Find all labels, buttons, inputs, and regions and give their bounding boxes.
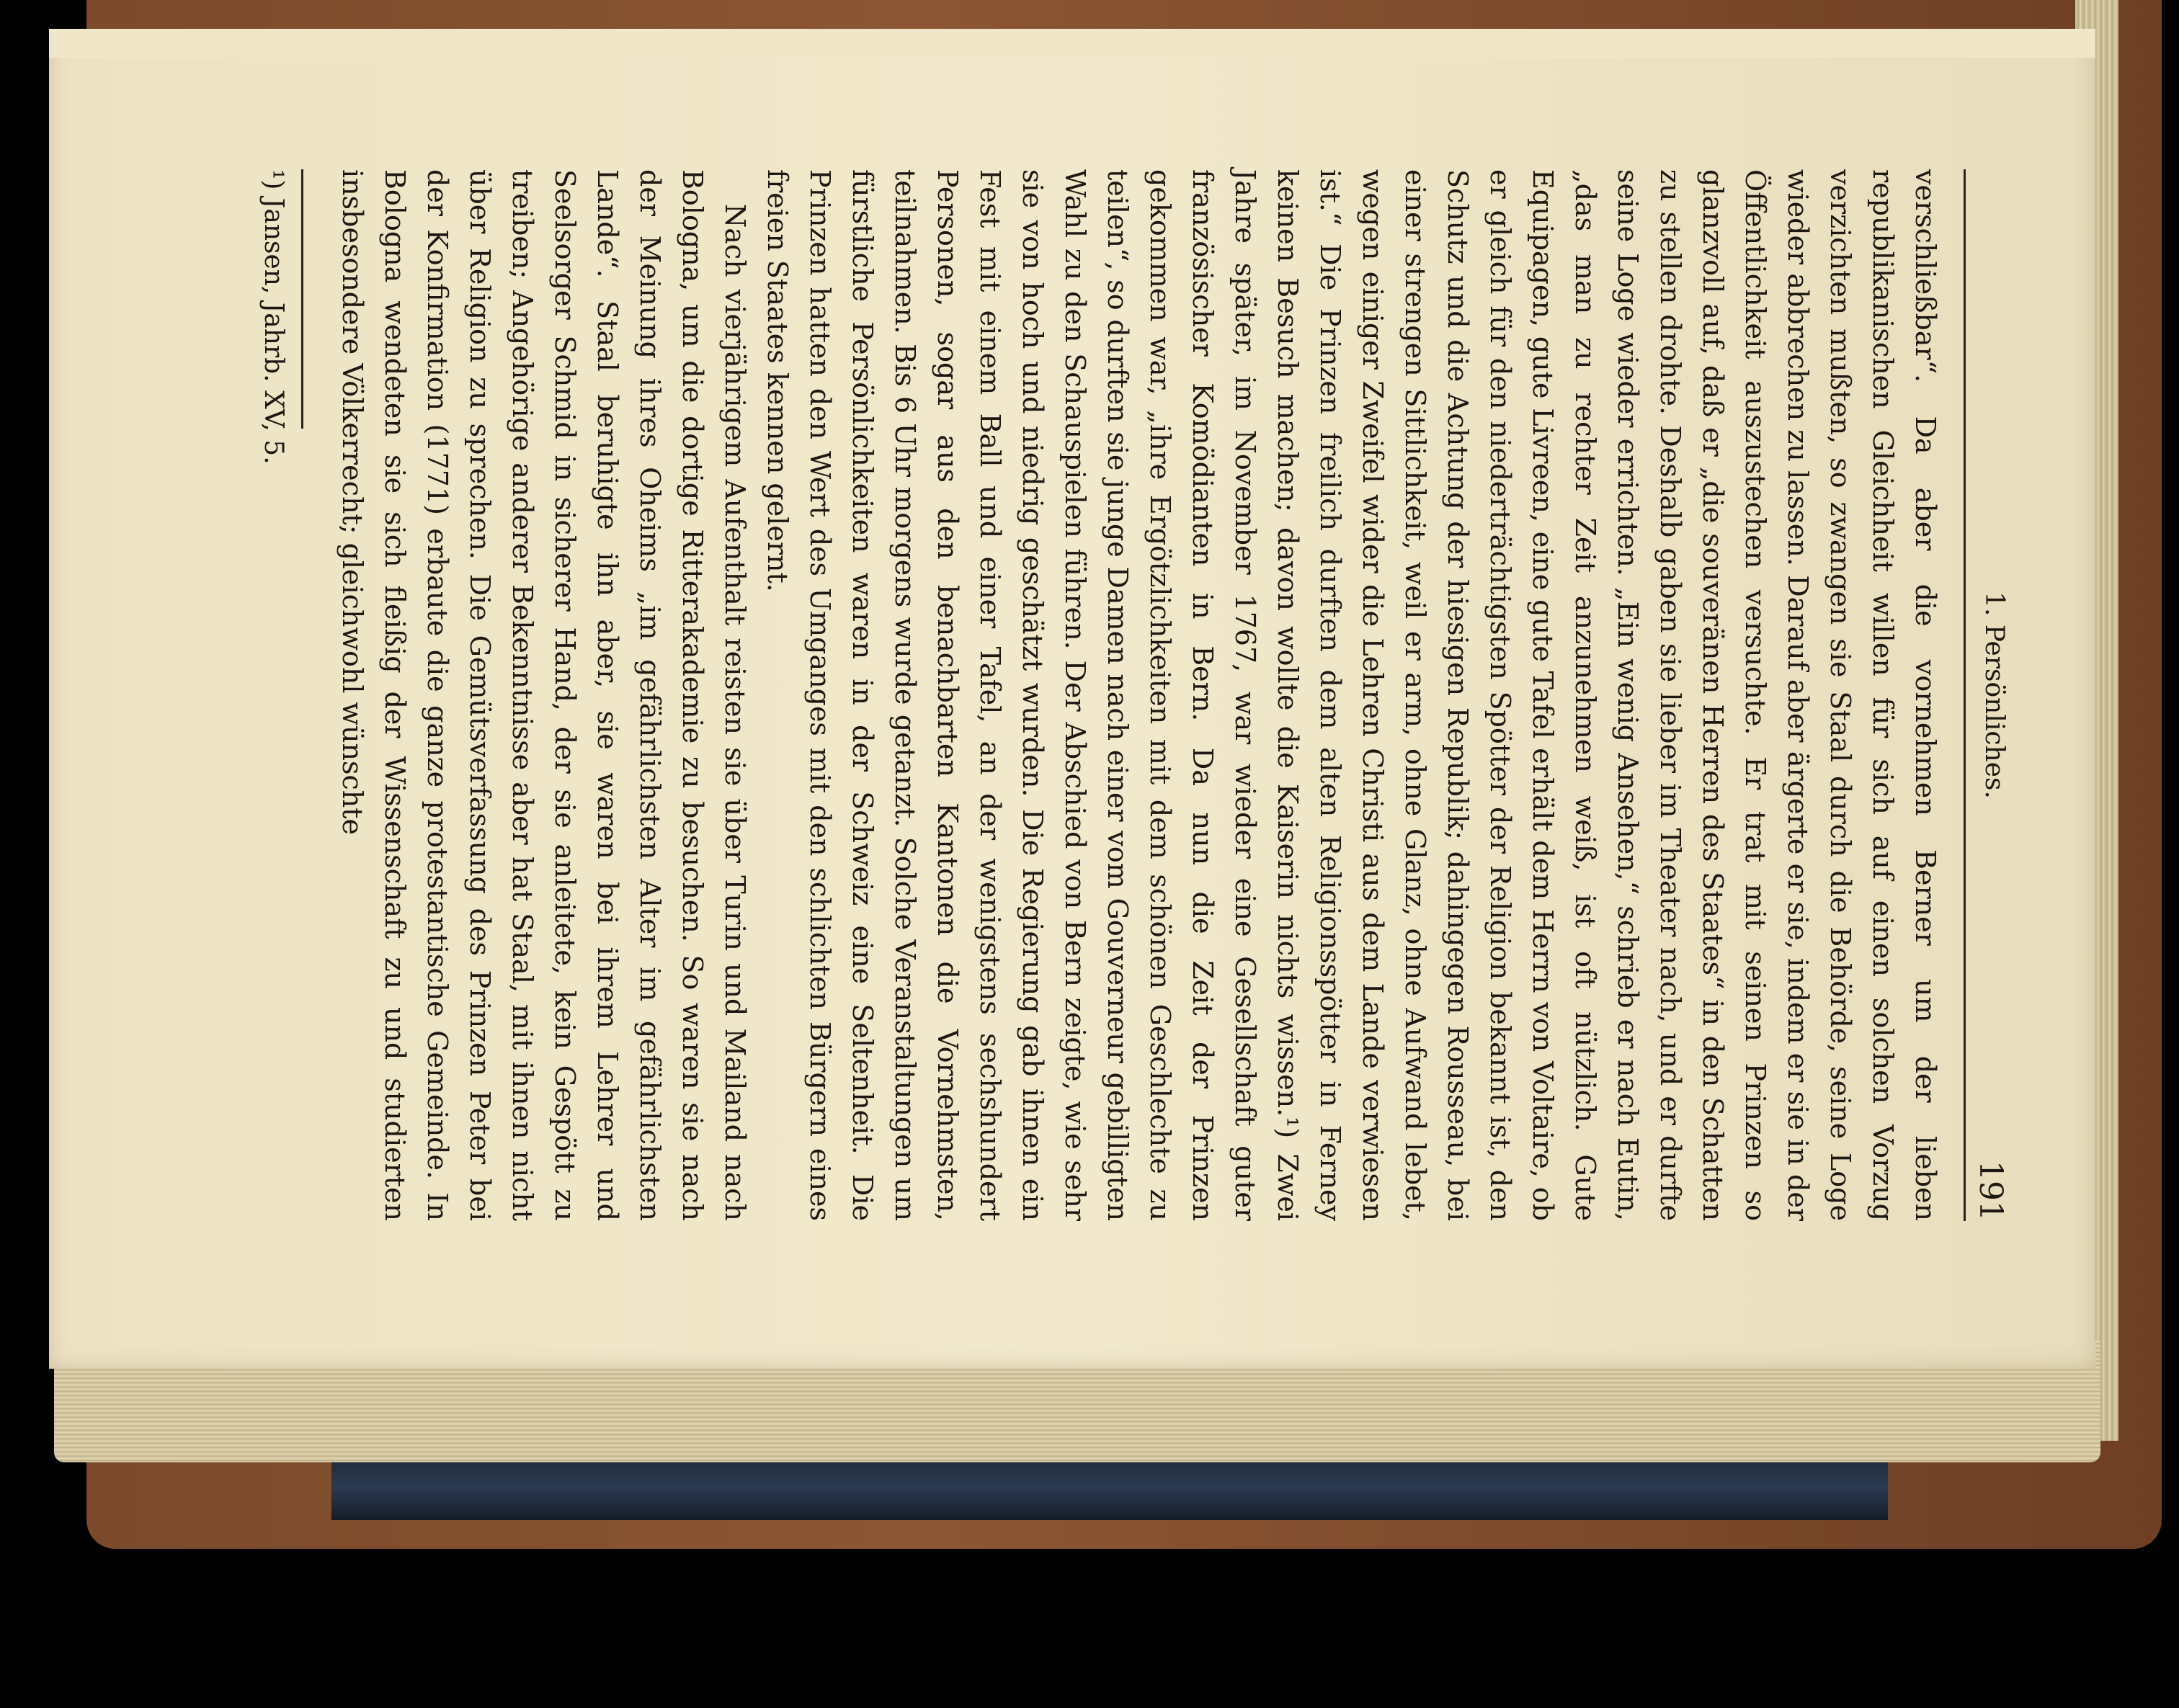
footnote-rule	[301, 169, 303, 429]
paragraph-2: Nach vierjährigem Aufenthalt reisten sie über Turin und Mailand nach Bologna, um die dortige Ritterakademie zu besuchen. So waren sie nach der Meinung ihres Oheims „im gefährlichsten Alter im gefährlichsten Lande“. Staal beruhigte ihn aber, sie waren bei ihrem Lehrer und Seelsorger Schmid in sicherer Hand, der sie anleitete, kein Gespött zu treiben; Angehörige anderer Bekenntnisse aber hat Staal, mit ihnen nicht über Religion zu sprechen. Die Gemütsverfassung des Prinzen Peter bei der Konfirmation (1771) erbaute die ganze protestantische Gemeinde. In Bologna wendeten sie sich fleißig der Wissenschaft zu und studierten insbesondere Völkerrecht; gleichwohl wünschte	[337, 169, 751, 1221]
running-title: 1. Persönliches.	[1979, 591, 2009, 799]
paragraph-1: verschließbar“. Da aber die vornehmen Berner um der lieben republikanischen Gleichheit willen für sich auf einen solchen Vorzug verzichten mußten, so zwangen sie Staal durch die Behörde, seine Loge wieder abbrechen zu lassen. Darauf aber ärgerte er sie, indem er sie in der Öffentlichkeit auszustechen versuchte. Er trat mit seinen Prinzen so glanzvoll auf, daß er „die souveränen Herren des Staates“ in den Schatten zu stellen drohte. Deshalb gaben sie lieber im Theater nach, und er durfte seine Loge wieder errichten. „Ein wenig Ansehen,“ schrieb er nach Eutin, „das man zu rechter Zeit anzunehmen weiß, ist oft nützlich. Gute Equipagen, gute Livreen, eine gute Tafel erhält dem Herrn von Voltaire, ob er gleich für den niederträchtigsten Spötter der Religion bekannt ist, den Schutz und die Achtung der hiesigen Republik; dahingegen Rousseau, bei einer strengen Sittlichkeit, weil er arm, ohne Glanz, ohne Aufwand lebet, wegen einiger Zweifel wider die Lehren Christi aus dem Lande verwiesen ist.“ Die Prinzen freilich durften dem alten Religionsspötter in Ferney keinen Besuch machen; davon wollte die Kaiserin nichts wissen.¹) Zwei Jahre später, im November 1767, war wieder eine Gesellschaft guter französischer Komödianten in Bern. Da nun die Zeit der Prinzen gekommen war, „ihre Ergötzlichkeiten mit dem schönen Geschlechte zu teilen“, so durften sie junge Damen nach einer vom Gouverneur gebilligten Wahl zu den Schauspielen führen. Der Abschied von Bern zeigte, wie sehr sie von hoch und niedrig geschätzt wurden. Die Regierung gab ihnen ein Fest mit einem Ball und einer Tafel, an der wenigstens sechshundert Personen, sogar aus den benachbarten Kantonen die Vornehmsten, teilnahmen. Bis 6 Uhr morgens wurde getanzt. Solche Veranstaltungen um fürstliche Persönlichkeiten waren in der Schweiz eine Seltenheit. Die Prinzen hatten den Wert des Umganges mit den schlichten Bürgern eines freien Staates kennen gelernt.	[762, 169, 1941, 1221]
text-area	[255, 169, 2009, 1221]
page-number: 191	[1972, 1161, 2009, 1221]
book-page	[49, 29, 2095, 1369]
footnote: ¹) Jansen, Jahrb. XV, 5.	[259, 169, 288, 465]
running-head	[1964, 169, 2009, 1221]
cloth-spine-strip	[331, 1455, 1888, 1520]
rotated-text-block	[49, 29, 2095, 1325]
